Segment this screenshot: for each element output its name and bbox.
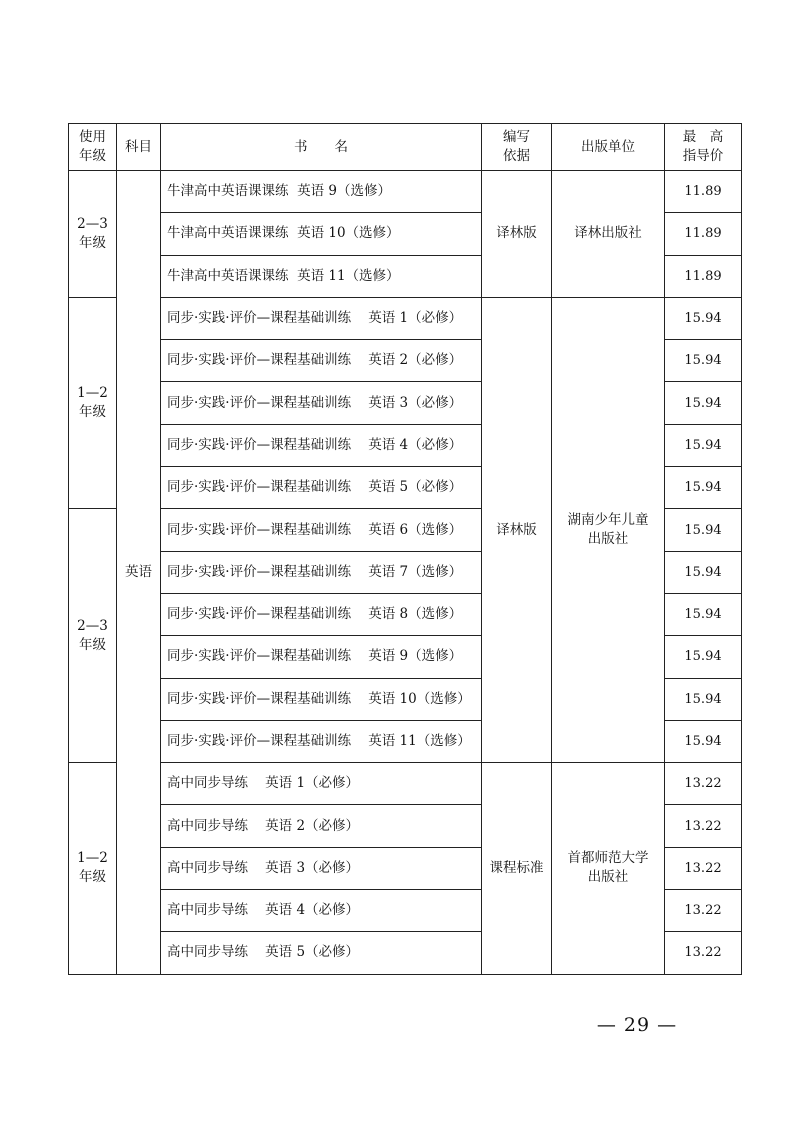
header-title: 书 名 <box>161 124 482 171</box>
grade-cell: 2—3 年级 <box>69 171 117 298</box>
book-title-cell: 牛津高中英语课课练 英语 11（选修） <box>161 255 482 297</box>
price-cell: 13.22 <box>665 932 742 974</box>
grade-cell: 1—2 年级 <box>69 297 117 508</box>
price-cell: 15.94 <box>665 509 742 551</box>
table-row <box>69 171 742 213</box>
book-title-cell: 同步·实践·评价—课程基础训练 英语 5（必修） <box>161 467 482 509</box>
book-title-cell: 同步·实践·评价—课程基础训练 英语 4（必修） <box>161 424 482 466</box>
book-title-cell: 同步·实践·评价—课程基础训练 英语 9（选修） <box>161 636 482 678</box>
book-title-cell: 高中同步导练 英语 4（必修） <box>161 890 482 932</box>
price-cell: 13.22 <box>665 763 742 805</box>
publisher-cell: 湖南少年儿童 出版社 <box>552 297 665 762</box>
header-basis: 编写 依据 <box>482 124 552 171</box>
book-title-cell: 高中同步导练 英语 3（必修） <box>161 847 482 889</box>
price-cell: 15.94 <box>665 424 742 466</box>
price-cell: 15.94 <box>665 593 742 635</box>
book-title-cell: 牛津高中英语课课练 英语 10（选修） <box>161 213 482 255</box>
header-row <box>69 124 742 171</box>
price-table <box>68 123 742 975</box>
publisher-cell: 首都师范大学 出版社 <box>552 763 665 974</box>
book-title-cell: 同步·实践·评价—课程基础训练 英语 10（选修） <box>161 678 482 720</box>
header-price: 最 高 指导价 <box>665 124 742 171</box>
price-cell: 15.94 <box>665 467 742 509</box>
book-title-cell: 牛津高中英语课课练 英语 9（选修） <box>161 171 482 213</box>
book-title-cell: 同步·实践·评价—课程基础训练 英语 8（选修） <box>161 593 482 635</box>
book-title-cell: 同步·实践·评价—课程基础训练 英语 3（必修） <box>161 382 482 424</box>
book-title-cell: 同步·实践·评价—课程基础训练 英语 7（选修） <box>161 551 482 593</box>
price-cell: 15.94 <box>665 340 742 382</box>
grade-cell: 1—2 年级 <box>69 763 117 974</box>
book-title-cell: 同步·实践·评价—课程基础训练 英语 11（选修） <box>161 720 482 762</box>
page-number: — 29 — <box>596 1014 678 1036</box>
book-title-cell: 高中同步导练 英语 1（必修） <box>161 763 482 805</box>
price-cell: 13.22 <box>665 805 742 847</box>
price-cell: 15.94 <box>665 551 742 593</box>
table-row <box>69 763 742 805</box>
price-cell: 13.22 <box>665 847 742 889</box>
grade-cell: 2—3 年级 <box>69 509 117 763</box>
price-cell: 15.94 <box>665 678 742 720</box>
book-title-cell: 同步·实践·评价—课程基础训练 英语 1（必修） <box>161 297 482 339</box>
basis-cell: 课程标准 <box>482 763 552 974</box>
subject-cell: 英语 <box>117 171 161 975</box>
book-title-cell: 同步·实践·评价—课程基础训练 英语 2（必修） <box>161 340 482 382</box>
price-cell: 13.22 <box>665 890 742 932</box>
price-cell: 15.94 <box>665 297 742 339</box>
price-cell: 11.89 <box>665 213 742 255</box>
price-cell: 11.89 <box>665 255 742 297</box>
header-subject: 科目 <box>117 124 161 171</box>
basis-cell: 译林版 <box>482 171 552 298</box>
price-cell: 15.94 <box>665 382 742 424</box>
header-publisher: 出版单位 <box>552 124 665 171</box>
header-grade: 使用 年级 <box>69 124 117 171</box>
book-title-cell: 高中同步导练 英语 5（必修） <box>161 932 482 974</box>
basis-cell: 译林版 <box>482 297 552 762</box>
book-title-cell: 高中同步导练 英语 2（必修） <box>161 805 482 847</box>
publisher-cell: 译林出版社 <box>552 171 665 298</box>
price-cell: 15.94 <box>665 720 742 762</box>
table-row <box>69 297 742 339</box>
price-cell: 15.94 <box>665 636 742 678</box>
book-title-cell: 同步·实践·评价—课程基础训练 英语 6（选修） <box>161 509 482 551</box>
price-cell: 11.89 <box>665 171 742 213</box>
